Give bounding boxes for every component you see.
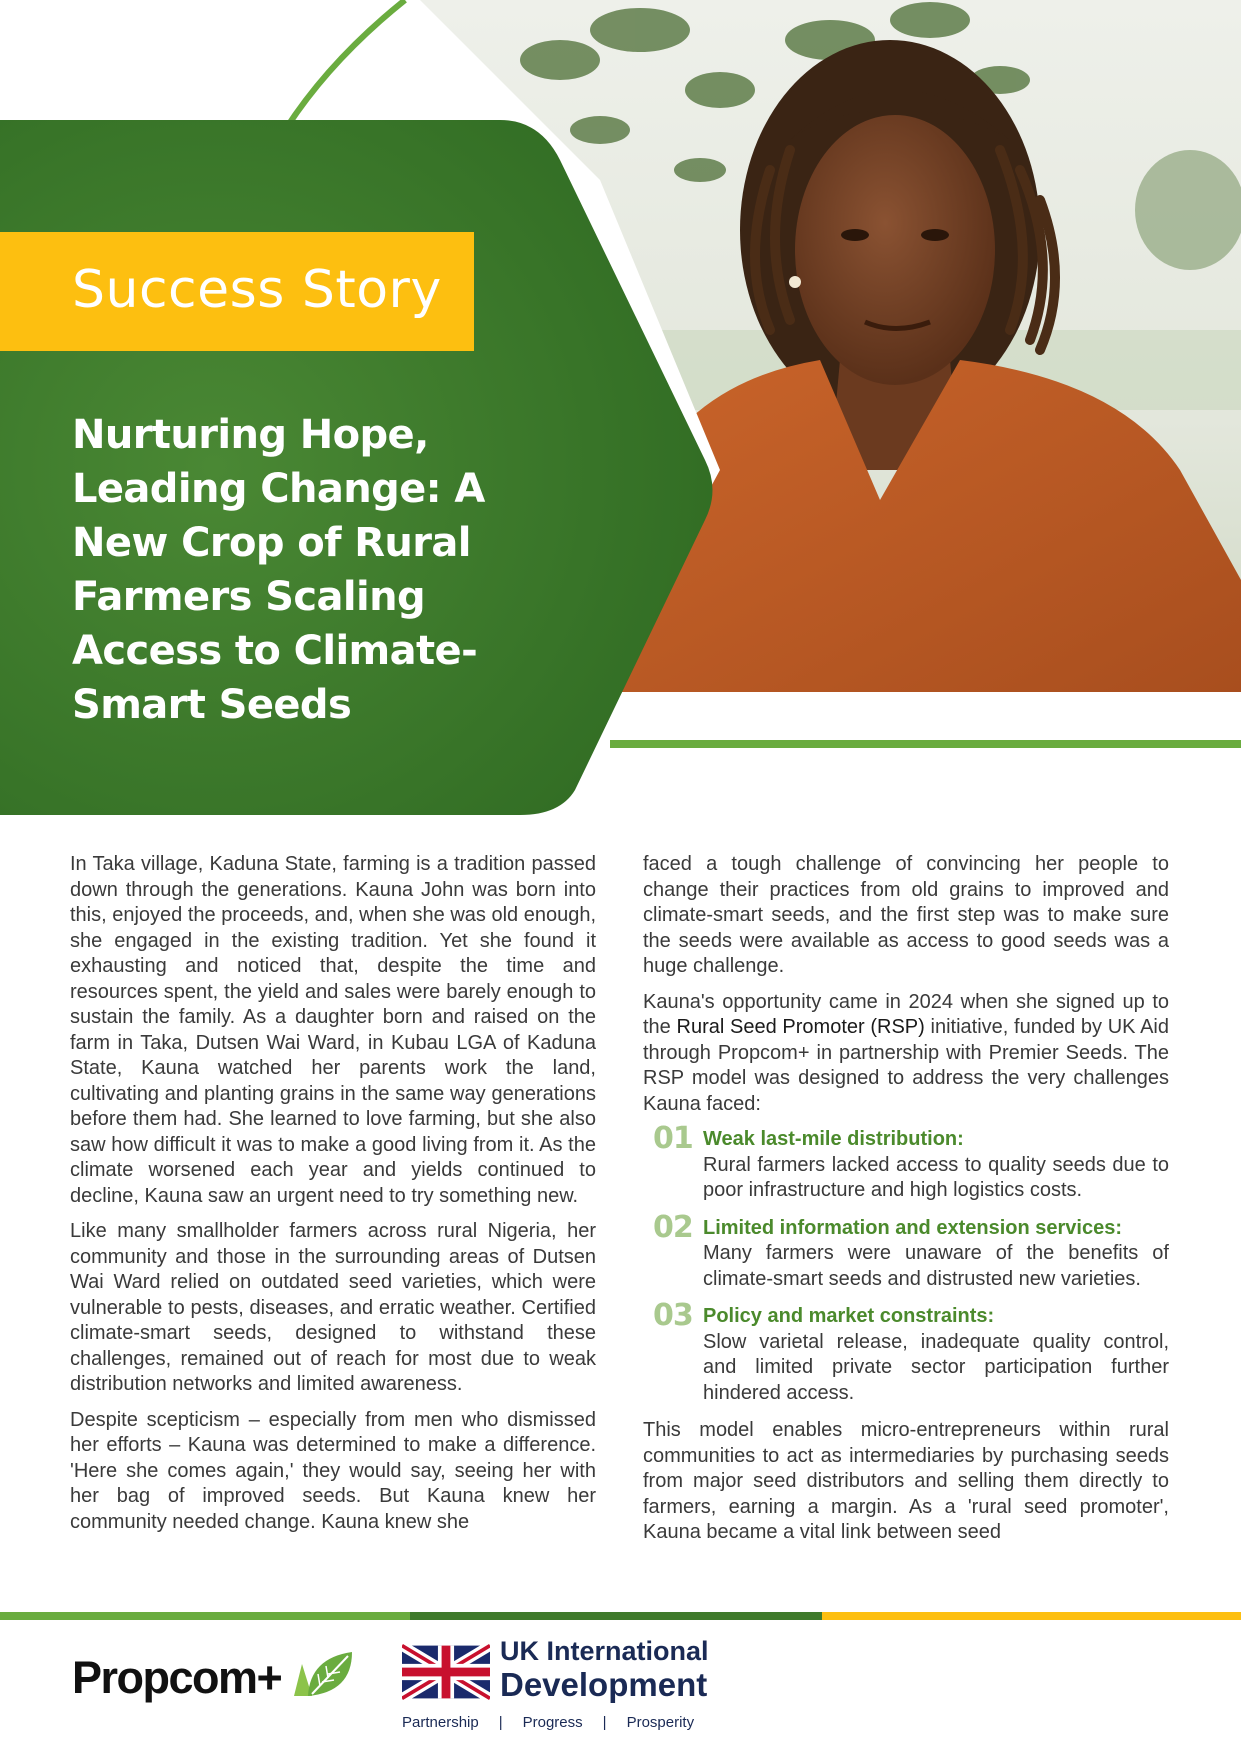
ukid-tagline — [402, 1714, 694, 1731]
footer-divider — [0, 1612, 1241, 1620]
tagline-word: Partnership — [402, 1714, 479, 1731]
challenge-number: 01 — [653, 1121, 693, 1156]
paragraph: Despite scepticism – especially from men who dismissed her efforts – Kauna was determined to make a difference. 'Here she comes again,' they would say, seeing her with her bag of improved seeds. But Kauna knew her community needed change. Kauna knew she — [70, 1408, 596, 1533]
challenge-item — [643, 1121, 1169, 1204]
paragraph-text: initiative, funded by UK Aid through Propcom+ in partnership with Premier Seeds. The RSP model was designed to address the very challenges Kauna faced: — [643, 1016, 1170, 1115]
paragraph: Like many smallholder farmers across rural Nigeria, her community and those in the surrounding areas of Dutsen Wai Ward relied on outdated seed varieties, which were vulnerable to pests, diseases, and erratic weather. Certified climate-smart seeds, designed to withstand these challenges, remained out of reach for most due to weak distribution networks and limited awareness. — [70, 1220, 596, 1395]
page-title: Nurturing Hope, Leading Change: A New Crop of Rural Farmers Scaling Access to Climate-Smart Seeds — [72, 412, 485, 728]
paragraph — [643, 990, 1169, 1118]
challenge-number: 03 — [653, 1298, 693, 1333]
challenge-title: Limited information and extension services: — [703, 1216, 1122, 1239]
challenge-title: Policy and market constraints: — [703, 1305, 995, 1327]
success-story-banner — [0, 232, 474, 351]
paragraph: In Taka village, Kaduna State, farming is a tradition passed down through the generations. Kauna John was born into this, enjoyed the proceeds, and, when she was old enough, she engaged in the existing tradition. Yet she found it exhausting and noticed that, despite the time and resources spent, the yield and sales were barely enough to sustain the family. As a daughter born and raised on the farm in Taka, Dutsen Wai Ward, in Kubau LGA of Kaduna State, Kauna watched her parents work the land, cultivating and planting grains in the same way generations before them had. She learned to love farming, but she also saw how difficult it was to make a good living from it. As the climate worsened each year and yields continued to decline, Kauna saw an urgent need to try something new. — [70, 853, 596, 1207]
challenge-item — [643, 1298, 1169, 1406]
tagline-separator: | — [498, 1714, 503, 1731]
paragraph: faced a tough challenge of convincing her people to change their practices from old grains to improved and climate-smart seeds, and the first step was to make sure the seeds were available as access to good seeds was a huge challenge. — [643, 853, 1169, 977]
propcom-wordmark: Propcom+ — [72, 1652, 282, 1703]
banner-label: Success Story — [72, 260, 442, 320]
paragraph-text: Kauna's opportunity came in 2024 when she signed up to the — [643, 990, 1169, 1038]
paragraph: This model enables micro-entrepreneurs within rural communities to act as intermediaries by purchasing seeds from major seed distributors and selling them directly to farmers, earning a margin. As a 'rural seed promoter', Kauna became a vital link between seed — [643, 1419, 1169, 1543]
challenge-item — [643, 1209, 1169, 1293]
challenge-number: 02 — [653, 1209, 693, 1245]
challenge-text: Slow varietal release, inadequate quality control, and limited private sector participation further hindered access. — [703, 1330, 1169, 1404]
union-jack-icon — [402, 1644, 490, 1700]
tagline-word: Prosperity — [626, 1714, 695, 1731]
uk-international-development-logo — [402, 1636, 722, 1736]
challenge-title: Weak last-mile distribution: — [703, 1128, 964, 1150]
challenge-text: Rural farmers lacked access to quality seeds due to poor infrastructure and high logistics costs. — [703, 1153, 1169, 1201]
tagline-separator: | — [602, 1714, 607, 1731]
ukid-title-line2: Development — [500, 1666, 708, 1703]
rsp-highlight: Rural Seed Promoter (RSP) — [676, 1016, 925, 1038]
ukid-title-line1: UK International — [500, 1636, 709, 1666]
propcom-logo — [72, 1650, 372, 1710]
challenge-text: Many farmers were unaware of the benefits of climate-smart seeds and distrusted new varieties. — [703, 1242, 1169, 1290]
tagline-word: Progress — [522, 1714, 583, 1731]
right-column — [643, 852, 1169, 1556]
left-column — [70, 852, 596, 1545]
leaf-icon — [290, 1650, 356, 1698]
